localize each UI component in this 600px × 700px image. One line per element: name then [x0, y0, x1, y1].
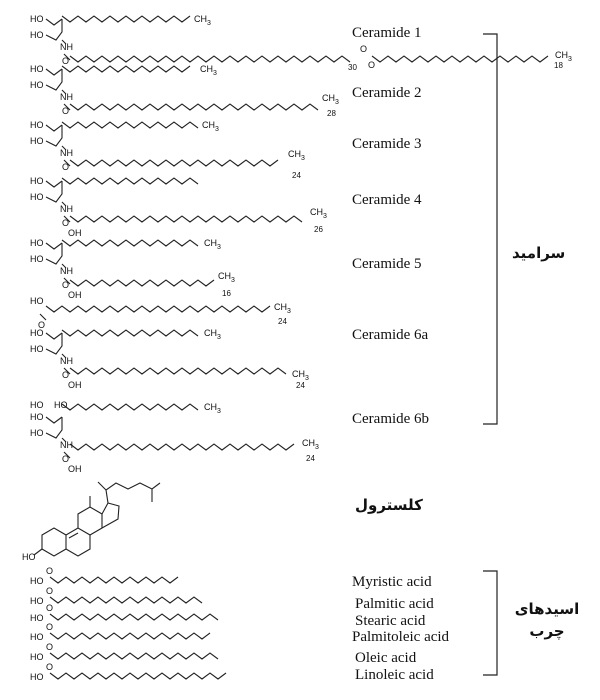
ceramide-1-o: O: [62, 56, 70, 66]
ceramide-6a-oh: OH: [68, 380, 82, 390]
ceramide-6b-nh: NH: [60, 440, 73, 450]
ceramide-6b-top-ch3: $CH_3$: [204, 402, 221, 415]
ceramide-6b-ho-2: HO: [54, 400, 68, 410]
ceramide-2-acyl-chain: [70, 104, 318, 110]
ceramide-6a-acyl-chain: [70, 368, 286, 374]
ceramide-2-o: O: [62, 106, 70, 116]
ceramide-4-sphingoid-chain: [62, 178, 198, 184]
ceramide-6b-label: Ceramide 6b: [352, 411, 430, 427]
ceramide-6b-acyl-chain: [70, 444, 294, 450]
ceramide-5-acyl-chain: [70, 280, 214, 286]
cholesterol-structure: [34, 482, 160, 556]
ceramide-6b-oh: OH: [68, 464, 82, 474]
ceramide-3-terminal-ch3: $CH_3$: [288, 149, 305, 162]
ceramide-3-head-bond1: [46, 125, 62, 131]
ceramide-2-ho-left: HO: [30, 80, 44, 90]
ceramide-3-acyl-chain: [70, 160, 278, 166]
fatty-acid-myristic-ho: HO: [30, 576, 44, 586]
fatty-acid-palmitoleic: Palmitoleic acid: [352, 629, 450, 645]
ceramide-6a-sphingoid-chain: [62, 330, 198, 336]
ceramide-5-nh: NH: [60, 266, 73, 276]
ceramide-2-head-bond2: [46, 69, 62, 90]
ceramide-6a-ester-chain: [46, 306, 270, 312]
ceramide-3-sphingoid-chain: [62, 122, 198, 128]
fatty-acid-oleic-ho: HO: [30, 652, 44, 662]
ceramide-2-sphingoid-chain: [62, 66, 190, 72]
fatty-acid-stearic-ho: HO: [30, 613, 44, 623]
ceramide-2-index: 28: [327, 109, 336, 118]
fatty-acid-palmitic-chain: [50, 597, 202, 603]
ceramide-4-label: Ceramide 4: [352, 192, 422, 208]
ceramide-4-ho-top: HO: [30, 176, 44, 186]
cholesterol-label: کلسترول: [355, 496, 423, 514]
fatty-acid-oleic: Oleic acid: [355, 650, 417, 666]
ceramide-1-head-bond1: [46, 19, 62, 25]
ceramide-6b-sphingoid-chain: [62, 404, 198, 410]
ceramide-6a-ho-top: HO: [30, 328, 44, 338]
ceramide-6b-ho-top: HO: [30, 412, 44, 422]
fatty-acid-myristic-chain: [50, 577, 178, 583]
fatty-acid-linoleic: Linoleic acid: [355, 667, 434, 683]
ceramide-5-sphingoid-chain: [62, 240, 198, 246]
ceramide-5-ho-top: HO: [30, 238, 44, 248]
ceramide-4-o: O: [62, 218, 70, 228]
ceramide-4-acyl-chain: [70, 216, 302, 222]
ceramide-bracket: [483, 34, 497, 424]
ceramide-4-head-bond2: [46, 181, 62, 202]
fatty-acid-myristic: Myristic acid: [352, 574, 432, 590]
fatty-acid-group-label-line2: چرب: [529, 622, 565, 640]
fatty-acid-oleic-chain: [50, 653, 218, 659]
fatty-acid-oleic-o: O: [46, 642, 54, 652]
ceramide-6b-head-bond2: [46, 417, 62, 438]
ceramide-1-ester-o: O: [360, 44, 368, 54]
cholesterol-ho: HO: [22, 552, 36, 562]
ceramide-5-index: 16: [222, 289, 231, 298]
ceramide-6a-head-bond1: [46, 333, 62, 339]
ceramide-5-oh: OH: [68, 290, 82, 300]
ceramide-6a-ester-o: O: [38, 320, 46, 330]
ceramide-1-ho-top: HO: [30, 14, 44, 24]
ceramide-5-terminal-ch3: $CH_3$: [218, 271, 235, 284]
ceramide-2-terminal-ch3: $CH_3$: [322, 93, 339, 106]
ceramide-4-ho-left: HO: [30, 192, 44, 202]
ceramide-1-index-18: 18: [554, 61, 563, 70]
fatty-acid-linoleic-ho: HO: [30, 672, 44, 682]
ceramide-3-o: O: [62, 162, 70, 172]
ceramide-6b-head-bond1: [46, 417, 62, 423]
ceramide-4-oh: OH: [68, 228, 82, 238]
ceramide-6a-label: Ceramide 6a: [352, 327, 429, 343]
fatty-acid-stearic-chain: [50, 614, 218, 620]
ceramide-1-head-bond2: [46, 19, 62, 40]
ceramide-5-top-ch3: $CH_3$: [204, 238, 221, 251]
ceramide-6b-ho-left: HO: [30, 428, 44, 438]
ceramide-6a-head-bond2: [46, 333, 62, 354]
ceramide-1-ester-o2: O: [368, 60, 376, 70]
ceramide-1-nh: NH: [60, 42, 73, 52]
ceramide-6a-nh: NH: [60, 356, 73, 366]
ceramide-6a-index-1: 24: [278, 317, 287, 326]
fatty-acid-palmitic-ho: HO: [30, 596, 44, 606]
ceramide-6a-ho-ester: HO: [30, 296, 44, 306]
ceramide-4-index: 26: [314, 225, 323, 234]
fatty-acid-linoleic-o: O: [46, 662, 54, 672]
ceramide-2-top-ch3: $CH_3$: [200, 64, 217, 77]
ceramide-2-label: Ceramide 2: [352, 85, 422, 101]
ceramide-3-ho-left: HO: [30, 136, 44, 146]
fatty-acid-palmitoleic-o: O: [46, 622, 54, 632]
ceramide-3-label: Ceramide 3: [352, 136, 422, 152]
ceramide-5-head-bond1: [46, 243, 62, 249]
ceramide-6a-terminal-ch3: $CH_3$: [292, 369, 309, 382]
fatty-acid-palmitoleic-chain: [50, 633, 210, 639]
ceramide-3-head-bond2: [46, 125, 62, 146]
ceramide-1-terminal-ch3: $CH_3$: [555, 50, 572, 63]
ceramide-4-nh: NH: [60, 204, 73, 214]
ceramide-1-linoleate-chain: [372, 56, 548, 62]
fatty-acid-palmitic-o: O: [46, 586, 54, 596]
ceramide-1-ho-left: HO: [30, 30, 44, 40]
ceramide-1-sphingoid-chain: [62, 16, 190, 22]
ceramide-2-nh: NH: [60, 92, 73, 102]
ceramide-3-index: 24: [292, 171, 301, 180]
ceramide-5-head-bond2: [46, 243, 62, 264]
ceramide-2-head-bond1: [46, 69, 62, 75]
ceramide-6b-terminal-ch3: $CH_3$: [302, 438, 319, 451]
ceramide-6a-ho-left: HO: [30, 344, 44, 354]
ceramide-1-label: Ceramide 1: [352, 25, 422, 41]
fatty-acid-bracket: [483, 571, 497, 675]
ceramide-6a-top-ch3: $CH_3$: [204, 328, 221, 341]
ceramide-3-ho-top: HO: [30, 120, 44, 130]
fatty-acid-group-label: [512, 598, 582, 642]
ceramide-6a-ester-ch3: $CH_3$: [274, 302, 291, 315]
ceramide-4-terminal-ch3: $CH_3$: [310, 207, 327, 220]
ceramide-5-label: Ceramide 5: [352, 256, 422, 272]
fatty-acid-linoleic-chain: [50, 673, 226, 679]
ceramide-6b-ho-1: HO: [30, 400, 44, 410]
fatty-acid-group-label-line1: اسیدهای: [514, 600, 580, 618]
ceramide-6a-o: O: [62, 370, 70, 380]
ceramide-5-o: O: [62, 280, 70, 290]
fatty-acid-stearic-o: O: [46, 603, 54, 613]
ceramide-group-label: سرامید: [512, 244, 566, 262]
fatty-acid-myristic-o: O: [46, 566, 54, 576]
ceramide-3-nh: NH: [60, 148, 73, 158]
ceramide-4-head-bond1: [46, 181, 62, 187]
ceramide-6b-o: O: [62, 454, 70, 464]
ceramide-2-ho-top: HO: [30, 64, 44, 74]
ceramide-1-acyl-chain: [70, 56, 350, 62]
fatty-acid-palmitic: Palmitic acid: [355, 596, 434, 612]
ceramide-3-top-ch3: $CH_3$: [202, 120, 219, 133]
ceramide-6b-index: 24: [306, 454, 315, 463]
fatty-acid-stearic: Stearic acid: [355, 613, 426, 629]
ceramide-5-ho-left: HO: [30, 254, 44, 264]
fatty-acid-palmitoleic-ho: HO: [30, 632, 44, 642]
ceramide-1-top-ch3: $CH_3$: [194, 14, 211, 27]
ceramide-6a-index-2: 24: [296, 381, 305, 390]
ceramide-1-index-30: 30: [348, 63, 357, 72]
